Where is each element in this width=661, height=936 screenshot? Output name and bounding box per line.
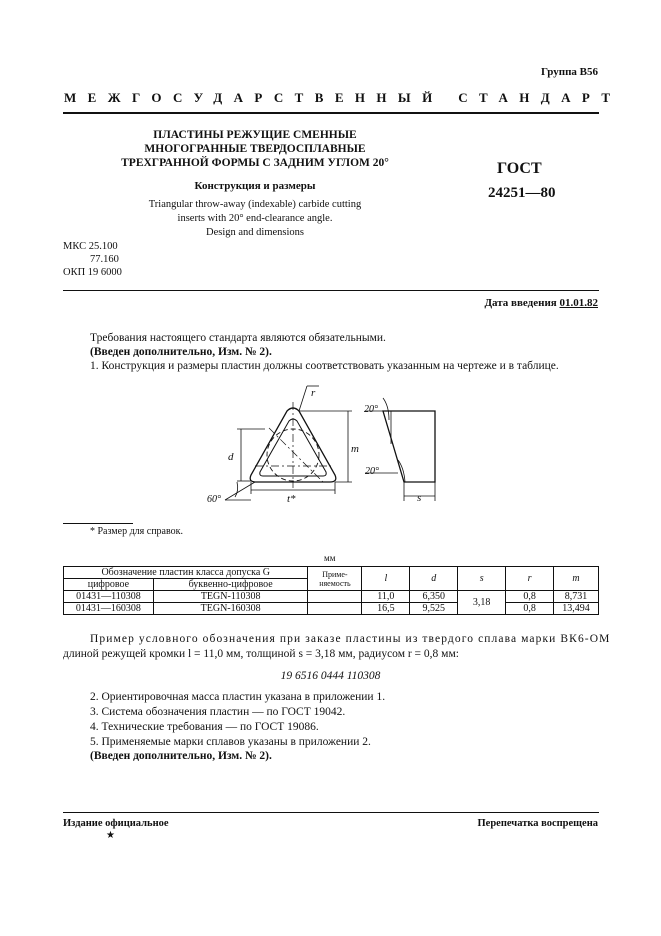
gost-label: ГОСТ: [497, 160, 542, 177]
cell-application: [308, 591, 362, 603]
footer-rule: [63, 812, 599, 813]
triangle-view: [250, 402, 336, 488]
cell-alpha: TEGN-110308: [153, 591, 308, 603]
mandatory-note: Требования настоящего стандарта являются обязательными.: [90, 332, 386, 344]
table-row: [64, 591, 599, 603]
group-code: Группа В56: [540, 66, 598, 78]
header-d: d: [410, 567, 458, 591]
cell-digital: 01431—160308: [64, 603, 154, 615]
table-header-row-1: [64, 567, 599, 579]
example-heading: Пример условного обозначения при заказе пластины из твердого сплава марки ВК6-ОМ: [90, 633, 611, 645]
english-title-line-2: inserts with 20° end-clearance angle.: [177, 213, 333, 224]
title-line-3: ТРЕХГРАННОЙ ФОРМЫ С ЗАДНИМ УГЛОМ 20°: [121, 157, 389, 169]
reprint-prohibited: Перепечатка воспрещена: [477, 818, 598, 829]
cell-d: 6,350: [410, 591, 458, 603]
example-code: 19 6516 0444 110308: [280, 670, 381, 682]
cell-l: 11,0: [362, 591, 410, 603]
effective-date-value: 01.01.82: [559, 297, 598, 309]
footnote-rule: [63, 523, 133, 524]
cell-m: 8,731: [554, 591, 599, 603]
label-s: s: [417, 492, 422, 504]
clause-2: 2. Ориентировочная масса пластин указана в приложении 1.: [90, 691, 386, 703]
title-line-2: МНОГОГРАННЫЕ ТВЕРДОСПЛАВНЫЕ: [144, 143, 366, 155]
english-title: [110, 198, 400, 240]
clause-4: 4. Технические требования — по ГОСТ 19086.: [90, 721, 319, 733]
footnote: * Размер для справок.: [90, 526, 183, 537]
example-line: длиной режущей кромки l = 11,0 мм, толщиной s = 3,18 мм, радиусом r = 0,8 мм:: [63, 648, 459, 660]
cell-d: 9,525: [410, 603, 458, 615]
classification-codes: [63, 240, 122, 279]
date-rule: [63, 290, 599, 291]
cell-s: 3,18: [458, 591, 506, 615]
header-designation: Обозначение пластин класса допуска G: [64, 567, 308, 579]
clause-3: 3. Система обозначения пластин — по ГОСТ 19042.: [90, 706, 346, 718]
title-line-1: ПЛАСТИНЫ РЕЖУЩИЕ СМЕННЫЕ: [153, 129, 357, 141]
side-view: [383, 411, 435, 482]
dimension-lines: [225, 386, 352, 500]
clause-5: 5. Применяемые марки сплавов указаны в приложении 2.: [90, 736, 371, 748]
header-m: m: [554, 567, 599, 591]
label-angle-20-bottom: 20°: [365, 466, 379, 477]
document-subtitle: Конструкция и размеры: [194, 180, 316, 192]
official-edition: Издание официальное: [63, 818, 169, 829]
interstate-standard-heading: МЕЖГОСУДАРСТВЕННЫЙ СТАНДАРТ: [64, 90, 622, 105]
header-l: l: [362, 567, 410, 591]
header-s: s: [458, 567, 506, 591]
cell-m: 13,494: [554, 603, 599, 615]
amendment-note: (Введен дополнительно, Изм. № 2).: [90, 346, 272, 358]
label-angle-60: 60°: [207, 494, 221, 505]
cell-l: 16,5: [362, 603, 410, 615]
star-icon: ★: [106, 830, 115, 841]
clause-1: 1. Конструкция и размеры пластин должны соответствовать указанным на чертеже и в таблице.: [90, 360, 559, 372]
cell-application: [308, 603, 362, 615]
insert-drawing: [195, 378, 455, 513]
amendment-note-2: (Введен дополнительно, Изм. № 2).: [90, 750, 272, 762]
label-d: d: [228, 451, 234, 463]
header-digital: цифровое: [64, 579, 154, 591]
header-r: r: [506, 567, 554, 591]
mks-code: МКС 25.100: [63, 241, 118, 252]
table-unit: мм: [324, 553, 336, 563]
table-row: [64, 603, 599, 615]
english-title-line-3: Design and dimensions: [206, 227, 304, 238]
cell-alpha: TEGN-160308: [153, 603, 308, 615]
document-title: [100, 128, 410, 170]
label-angle-20-top: 20°: [364, 404, 378, 415]
label-t: t*: [287, 493, 296, 505]
label-r: r: [311, 387, 316, 399]
okp-code: ОКП 19 6000: [63, 267, 122, 278]
english-title-line-1: Triangular throw-away (indexable) carbide cutting: [148, 199, 362, 210]
header-rule: [63, 112, 599, 114]
label-m: m: [351, 443, 359, 455]
gost-number: 24251—80: [488, 185, 556, 201]
header-alpha: буквенно-цифровое: [153, 579, 308, 591]
mks-code-2: 77.160: [90, 254, 119, 265]
cell-digital: 01431—110308: [64, 591, 154, 603]
effective-date: [484, 297, 598, 309]
effective-date-label: Дата введения: [484, 297, 557, 309]
cell-r: 0,8: [506, 591, 554, 603]
cell-r: 0,8: [506, 603, 554, 615]
dimensions-table: [63, 566, 599, 615]
header-application: Приме- няемость: [308, 567, 362, 591]
